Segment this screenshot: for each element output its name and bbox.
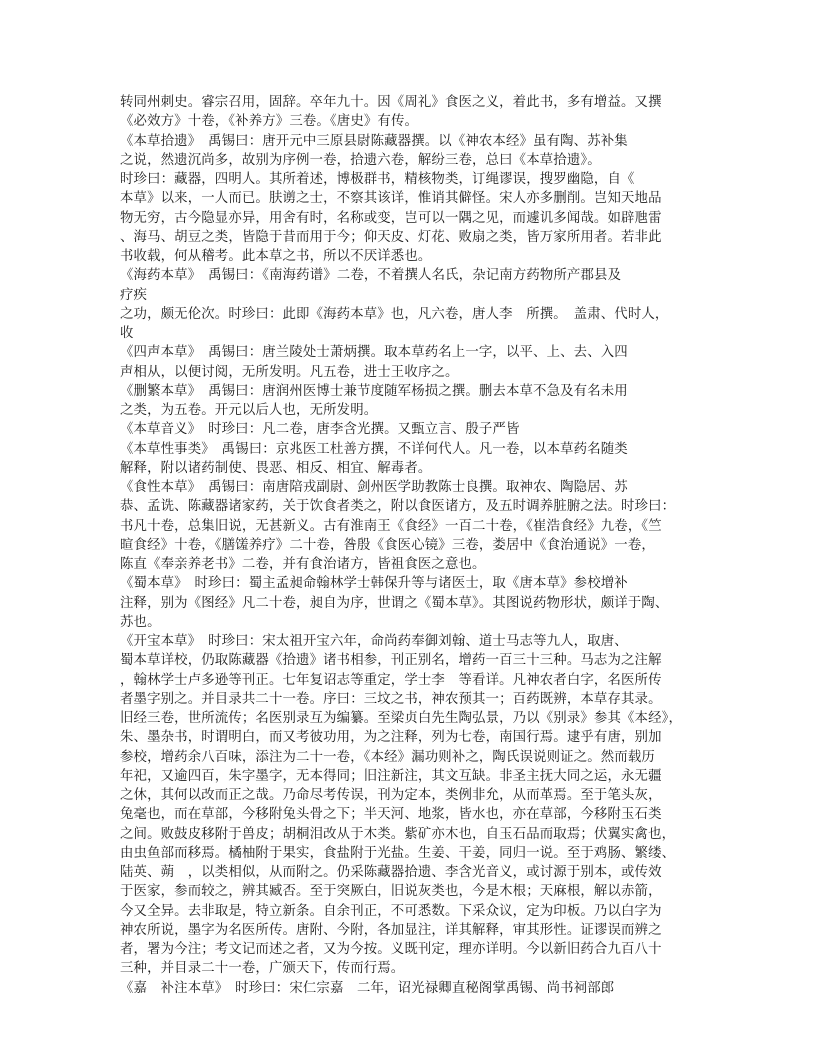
text-line: 《海药本草》 禹锡曰：《南海药谱》二卷，不着撰人名氏，杂记南方药物所产郡县及	[120, 268, 622, 284]
text-line: 本草》以来，一人而已。肤谫之士，不察其该详，惟诮其僻怪。宋人亦多删削。岂知天地品	[120, 191, 662, 207]
text-line: 书凡十卷，总集旧说，无甚新义。古有淮南王《食经》一百二十卷，《崔浩食经》九卷，《竺	[120, 518, 662, 534]
text-line: ，翰林学士卢多逊等刊正。七年复诏志等重定，学士李 等看详。凡神农者白字，名医所传	[120, 672, 662, 688]
text-line: 《必效方》十卷，《补养方》三卷。《唐史》有传。	[120, 114, 419, 130]
text-line: 朱、墨杂书，时谓明白，而又考彼功用，为之注释，列为七卷，南国行焉。逮乎有唐，别加	[120, 730, 662, 746]
text-line: 转同州刺史。睿宗召用，固辞。卒年九十。因《周礼》食医之义，着此书，多有增益。又撰	[120, 95, 662, 110]
text-line: 今又全异。去非取是，特立新条。自余刊正，不可悉数。下采众议，定为印板。乃以白字为	[120, 903, 662, 919]
text-line: 者，署为今注；考文记而述之者，又为今按。义既刊定，理亦详明。今以新旧药合九百八十	[120, 942, 662, 957]
text-line: 神农所说，墨字为名医所传。唐附、今附，各加显注，详其解释，审其形性。证谬误而辨之	[120, 922, 662, 938]
text-line: 之休，其何以改而正之哉。乃命尽考传误，刊为定本，类例非允，从而革焉。至于笔头灰，	[120, 788, 662, 803]
text-line: 三种，并目录二十一卷，广颁天下，传而行焉。	[120, 961, 405, 977]
text-line: 《蜀本草》 时珍曰：蜀主孟昶命翰林学士韩保升等与诸医士，取《唐本草》参校增补	[120, 576, 628, 592]
text-line: 《本草拾遗》 禹锡曰：唐开元中三原县尉陈藏器撰。以《神农本经》虽有陶、苏补集	[120, 133, 628, 149]
text-line: 暄食经》十卷，《膳馐养疗》二十卷，昝殷《食医心镜》三卷，娄居中《食治通说》一卷，	[120, 537, 655, 553]
text-line: 旧经三卷，世所流传；名医别录互为编纂。至梁贞白先生陶弘景，乃以《别录》参其《本经》，	[120, 711, 683, 726]
text-line: 、海马、胡豆之类，皆隐于昔而用于今；仰天皮、灯花、败扇之类，皆万家所用者。若非此	[120, 229, 662, 245]
text-line: 年祀，又逾四百，朱字墨字，无本得同；旧注新注，其文互缺。非圣主抚大同之运，永无疆	[120, 768, 662, 784]
text-line: 《四声本草》 禹锡曰：唐兰陵处士萧炳撰。取本草药名上一字，以平、上、去、入四	[120, 345, 628, 361]
text-line: 《开宝本草》 时珍曰：宋太祖开宝六年，命尚药奉御刘翰、道士马志等九人，取唐、	[120, 634, 628, 649]
text-line: 《嘉 补注本草》 时珍曰：宋仁宗嘉 二年，诏光禄卿直秘阁掌禹锡、尚书祠部郎	[120, 980, 615, 996]
text-line: 《本草性事类》 禹锡曰：京兆医工杜善方撰，不详何代人。凡一卷，以本草药名随类	[120, 441, 628, 457]
text-line: 之间。败鼓皮移附于兽皮；胡桐泪改从于木类。紫矿亦木也，自玉石品而取焉；伏翼实禽也，	[120, 826, 676, 842]
text-line: 者墨字别之。并目录共二十一卷。序曰：三坟之书，神农预其一；百药既辨，本草存其录。	[120, 691, 662, 707]
text-line: 解释，附以诸药制使、畏恶、相反、相宜、解毒者。	[120, 460, 432, 476]
text-line: 《删繁本草》 禹锡曰：唐润州医博士兼节度随军杨损之撰。删去本草不急及有名未用	[120, 383, 628, 399]
text-line: 由虫鱼部而移焉。橘柚附于果实，食盐附于光盐。生姜、干姜，同归一说。至于鸡肠、繁缕、	[120, 845, 676, 861]
text-line: 苏也。	[120, 614, 161, 630]
text-line: 于医家，参而较之，辨其臧否。至于突厥白，旧说灰类也，今是木根；天麻根，解以赤箭，	[120, 884, 662, 900]
text-line: 之功，颇无伦次。时珍曰：此即《海药本草》也，凡六卷，唐人李 所撰。 盖肃、代时人，	[120, 306, 669, 322]
text-line: 书收载，何从稽考。此本草之书，所以不厌详悉也。	[120, 249, 432, 264]
text-line: 注释，别为《图经》凡二十卷，昶自为序，世谓之《蜀本草》。其图说药物形状，颇详于陶、	[120, 595, 669, 611]
text-line: 之说，然遗沉尚多，故别为序例一卷，拾遗六卷，解纷三卷，总曰《本草拾遗》。	[120, 152, 601, 168]
text-line: 《食性本草》 禹锡曰：南唐陪戎副尉、剑州医学助教陈士良撰。取神农、陶隐居、苏	[120, 480, 628, 495]
text-line: 恭、孟诜、陈藏器诸家药，关于饮食者类之，附以食医诸方，及五时调养脏腑之法。时珍曰：	[120, 499, 676, 515]
text-line: 陈直《奉亲养老书》二卷，并有食治诸方，皆祖食医之意也。	[120, 557, 486, 572]
text-line: 疗疾	[120, 287, 148, 303]
text-line: 时珍曰：藏器，四明人。其所着述，博极群书，精核物类，订绳谬误，搜罗幽隐，自《	[120, 172, 635, 187]
text-line: 蜀本草详校，仍取陈藏器《拾遗》诸书相参，刊正别名，增药一百三十三种。马志为之注解	[120, 653, 662, 669]
text-line: 兔毫也，而在草部，今移附兔头骨之下；半天河、地浆，皆水也，亦在草部，今移附玉石类	[120, 807, 662, 823]
text-line: 物无穷，古今隐显亦异，用舍有时，名称或变，岂可以一隅之见，而遽讥多闻哉。如辟虺雷	[120, 210, 662, 226]
text-line: 陆英、蒴 ，以类相似，从而附之。仍采陈藏器拾遗、李含光音义，或讨源于别本，或传效	[120, 865, 662, 880]
text-line: 声相从，以便讨阅，无所发明。凡五卷，进士王收序之。	[120, 364, 459, 380]
text-line: 之类，为五卷。开元以后人也，无所发明。	[120, 403, 378, 418]
text-line: 收	[120, 326, 134, 341]
text-line: 《本草音义》 时珍曰：凡二卷，唐李含光撰。又甄立言、殷子严皆	[120, 422, 520, 438]
body-text	[120, 93, 720, 998]
text-line: 参校，增药余八百味，添注为二十一卷，《本经》漏功则补之，陶氏误说则证之。然而载历	[120, 749, 655, 765]
